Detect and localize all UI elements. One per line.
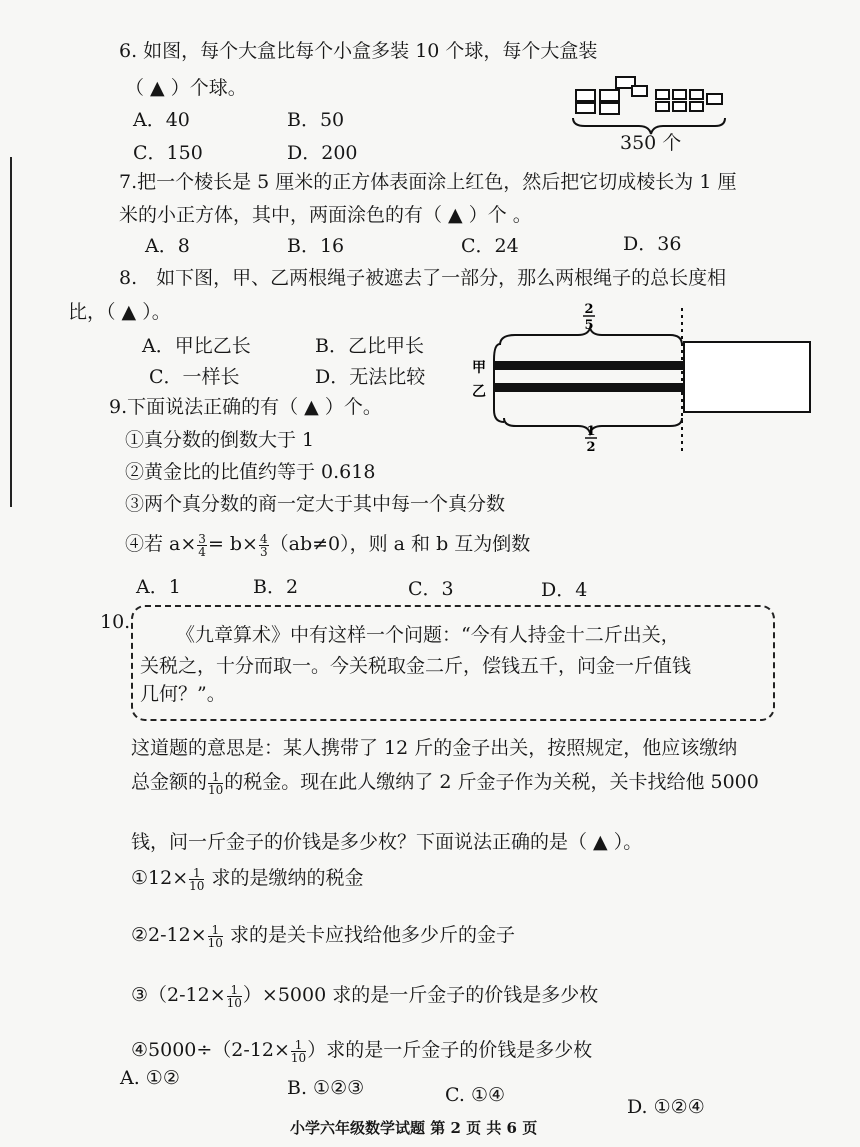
q9-statement-3: ③两个真分数的商一定大于其中每一个真分数 [125,493,506,515]
q10-statement-1: ①12× $\frac{1}{10}$ 求的是缴纳的税金 [131,865,364,893]
q10-paragraph-line3: 钱，问一斤金子的价钱是多少枚？下面说法正确的是（ ▲ ）。 [131,831,643,853]
fraction-1-10: $\frac{1}{10}$ [207,922,223,950]
q10-paragraph-line2: 总金额的 $\frac{1}{10}$ 的税金。现在此人缴纳了 2 斤金子作为关税，关卡找给他 5000 [131,769,759,797]
q7-option-b: B．16 [287,235,345,257]
q10-box-line1: 《九章算术》中有这样一个问题：“今有人持金十二斤出关， [176,624,680,646]
q7-stem-line2: 米的小正方体，其中，两面涂色的有（ ▲ ）个 。 [119,204,532,226]
q8-option-b: B．乙比甲长 [315,335,424,357]
fraction-1-10: $\frac{1}{10}$ [189,865,205,893]
q10-statement-3: ③（2-12× $\frac{1}{10}$ ）×5000 求的是一斤金子的价钱是多少枚 [131,982,599,1010]
small-box-icon [656,102,669,111]
q7-stem-line1: 7.把一个棱长是 5 厘米的正方体表面涂上红色，然后把它切成棱长为 1 厘 [119,171,737,193]
rope-bottom-fraction-num: 1 [586,424,596,439]
q8-stem-line1: 8. 如下图，甲、乙两根绳子被遮去了一部分，那么两根绳子的总长度相 [119,267,727,289]
q8-ropes-figure [460,300,820,460]
q9-statement-2: ②黄金比的比值约等于 0.618 [125,461,376,483]
q9-option-b: B．2 [253,576,299,598]
small-box-icon [673,90,686,99]
q9-option-c: C．3 [408,578,454,600]
q10-number: 10. [100,611,131,633]
fraction-1-10: $\frac{1}{10}$ [208,769,224,797]
cover-box [684,342,810,412]
q9-option-a: A．1 [136,576,181,598]
fraction-1-10: $\frac{1}{10}$ [290,1037,307,1065]
rope-jia [494,361,684,370]
large-box-icon [600,90,619,101]
q6-stem-line2: （ ▲ ）个球。 [125,77,247,99]
q6-stem-line1: 6. 如图，每个大盒比每个小盒多装 10 个球，每个大盒装 [119,40,598,62]
large-box-icon [632,86,647,96]
small-box-icon [707,94,722,104]
rope-top-fraction-den: 5 [584,318,594,333]
q8-option-d: D．无法比较 [315,366,426,388]
fraction-3-4: $\frac{3}{4}$ [198,531,206,559]
q9-stem: 9.下面说法正确的有（ ▲ ）个。 [109,396,382,418]
rope-yi [494,383,684,392]
small-box-icon [690,102,703,111]
q6-figure-label: 350 个 [620,132,682,154]
q9-statement-1: ①真分数的倒数大于 1 [125,429,315,451]
q8-option-a: A．甲比乙长 [142,335,251,357]
rope-label-yi: 乙 [472,384,486,400]
q9-option-d: D．4 [541,579,588,601]
q8-option-c: C．一样长 [149,366,240,388]
q10-paragraph-line1: 这道题的意思是：某人携带了 12 斤的金子出关，按照规定，他应该缴纳 [131,737,738,759]
q10-option-d: D. ①②④ [627,1096,705,1118]
q6-option-d: D．200 [287,142,358,164]
q10-statement-4: ④5000÷（2-12× $\frac{1}{10}$ ）求的是一斤金子的价钱是多少枚 [131,1037,593,1065]
q7-option-a: A．8 [145,235,190,257]
q6-option-c: C．150 [133,142,203,164]
top-brace [500,328,682,345]
q10-option-a: A. ①② [120,1067,180,1089]
q10-option-c: C. ①④ [445,1084,506,1106]
q10-box-line3: 几何？”。 [140,683,226,705]
small-box-icon [656,90,669,99]
q7-option-c: C．24 [461,235,519,257]
large-box-icon [600,103,619,114]
large-box-icon [576,90,595,101]
q8-stem-line2: 比，（ ▲ ）。 [68,301,171,323]
rope-bottom-fraction-den: 2 [586,440,596,455]
q9-statement-4: ④若 a× $\frac{3}{4}$ = b× $\frac{4}{3}$ （ab≠0），则 a 和 b 互为倒数 [125,531,531,559]
q10-box-line2: 关税之，十分而取一。今关税取金二斤，偿钱五千，问金一斤值钱 [140,655,692,677]
rope-top-fraction-num: 2 [584,302,594,317]
fraction-4-3: $\frac{4}{3}$ [259,531,268,559]
q10-option-b: B. ①②③ [287,1077,365,1099]
scan-edge-bar [0,157,12,507]
rope-label-jia: 甲 [472,360,486,376]
fraction-1-10: $\frac{1}{10}$ [226,982,242,1010]
q10-statement-2: ②2-12× $\frac{1}{10}$ 求的是关卡应找给他多少斤的金子 [131,922,515,950]
small-box-icon [690,90,703,99]
q6-option-a: A．40 [133,109,190,131]
page-footer: 小学六年级数学试题 第 2 页 共 6 页 [290,1119,538,1137]
small-box-icon [576,103,595,113]
small-box-icon [673,102,686,111]
q7-option-d: D．36 [623,233,682,255]
q6-option-b: B．50 [287,109,345,131]
